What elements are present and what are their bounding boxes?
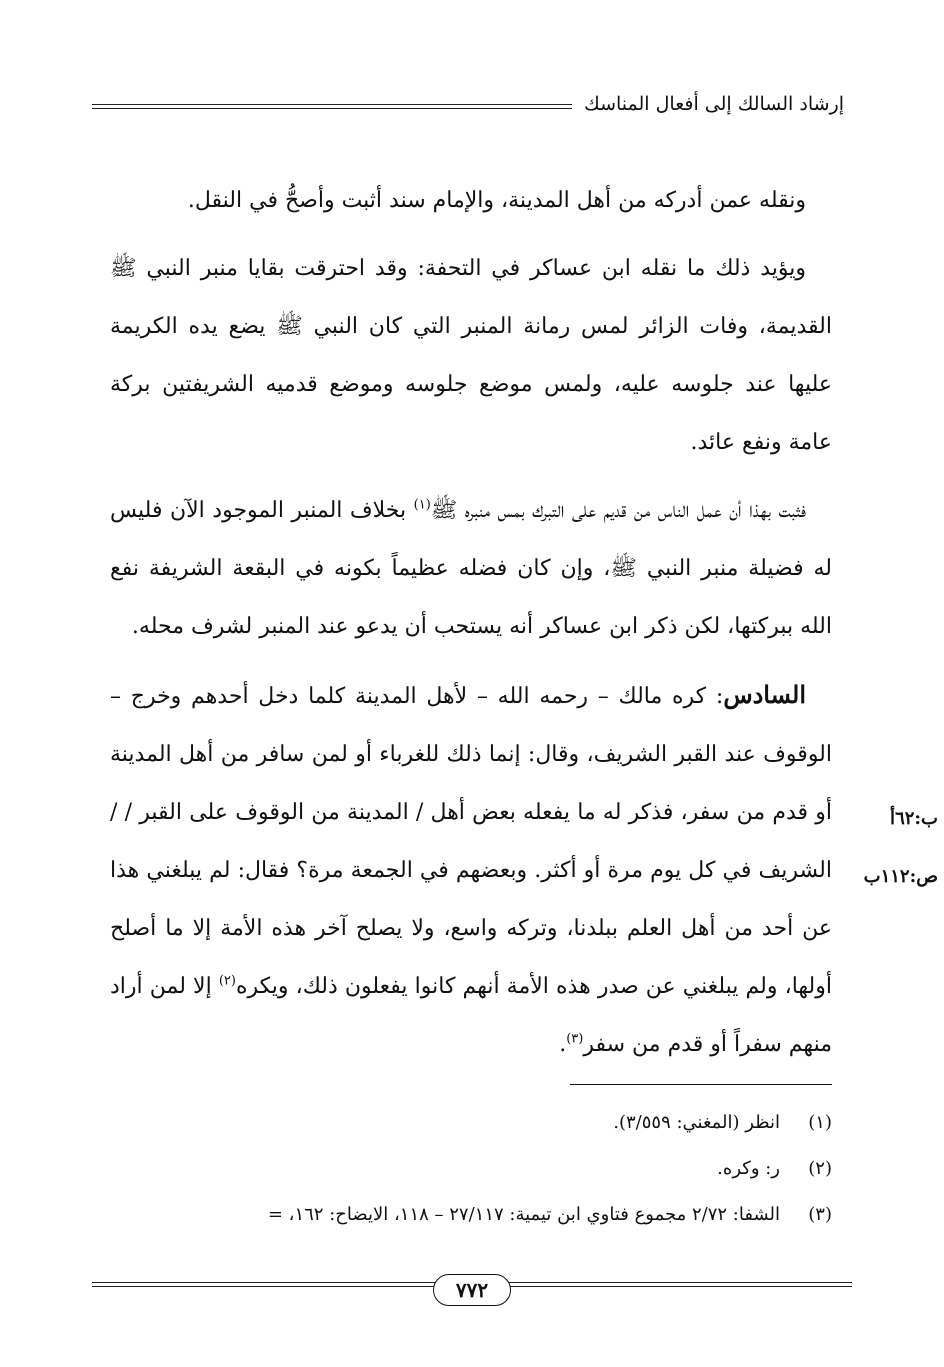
paragraph-4-end: . (559, 1032, 567, 1057)
paragraph-3 (110, 482, 832, 656)
footnotes (102, 1112, 832, 1250)
header-rule (92, 104, 572, 109)
footnote-number: (٣) (808, 1204, 832, 1225)
paragraph-3-text-a: فثبت بهذا أن عمل الناس من قديم على التبرك بمس منبره ﷺ (430, 498, 806, 523)
footnote-separator (570, 1084, 832, 1085)
running-header (92, 84, 844, 124)
section-lead: السادس (723, 680, 806, 709)
footnote-text: انظر (المغني: ٣/٥٥٩). (613, 1112, 780, 1133)
page-number: ٧٧٢ (433, 1274, 511, 1306)
paragraph-4 (110, 666, 832, 1074)
page-footer (92, 1268, 852, 1312)
footnote-1 (102, 1112, 832, 1158)
footnote-ref-2: (٢) (218, 973, 236, 989)
paragraph-1: ونقله عمن أدركه من أهل المدينة، والإمام سند أثبت وأصحُّ في النقل. (187, 188, 806, 213)
paragraph-3-text-b: بخلاف المنبر الموجود الآن فليس له فضيلة منبر النبي ﷺ، وإن كان فضله عظيماً بكونه في البقعة الشريفة نفع الله ببركتها، لكن ذكر ابن عساكر أنه يستحب أن يدعو عند المنبر لشرف محله. (110, 498, 832, 639)
footnote-ref-3: (٣) (566, 1031, 584, 1047)
footnote-number: (٢) (808, 1158, 832, 1179)
margin-reference-2: ص:١١٢ب (863, 866, 938, 887)
header-title: إرشاد السالك إلى أفعال المناسك (584, 93, 844, 115)
main-text (110, 172, 832, 1078)
footnote-number: (١) (808, 1112, 832, 1133)
footnote-ref-1: (١) (413, 497, 431, 513)
paragraph-4-text-b: إلا لمن أراد منهم سفراً أو قدم من سفر (110, 974, 832, 1057)
footnote-text: الشفا: ٢/٧٢ مجموع فتاوي ابن تيمية: ٢٧/١١٧ – ١١٨، الايضاح: ١٦٢، = (267, 1204, 780, 1225)
paragraph-4-text-a: : كره مالك – رحمه الله – لأهل المدينة كلما دخل أحدهم وخرج – الوقوف عند القبر الشريف، وقال: إنما ذلك للغرباء أو لمن سافر من أهل المدينة أو قدم من سفر، فذكر له ما يفعله بعض أهل / المدينة من الوقوف على القبر / / الشريف في كل يوم مرة أو أكثر. وبعضهم في الجمعة مرة؟ فقال: لم يبلغني هذا عن أحد من أهل العلم ببلدنا، وتركه واسع، ولا يصلح آخر هذه الأمة إلا ما أصلح أولها، ولم يبلغني عن صدر هذه الأمة أنهم كانوا يفعلون ذلك، ويكره (110, 684, 832, 999)
footnote-text: ر: وكره. (717, 1158, 780, 1179)
paragraph-2: ويؤيد ذلك ما نقله ابن عساكر في التحفة: وقد احترقت بقايا منبر النبي ﷺ القديمة، وفات الزائر لمس رمانة المنبر التي كان النبي ﷺ يضع يده الكريمة عليها عند جلوسه عليه، ولمس موضع جلوسه وموضع قدميه الشريفتين بركة عامة ونفع عائد. (110, 256, 832, 455)
footnote-2 (102, 1158, 832, 1204)
footnote-3 (102, 1204, 832, 1250)
margin-reference-1: ب:٦٢أ (890, 808, 938, 829)
